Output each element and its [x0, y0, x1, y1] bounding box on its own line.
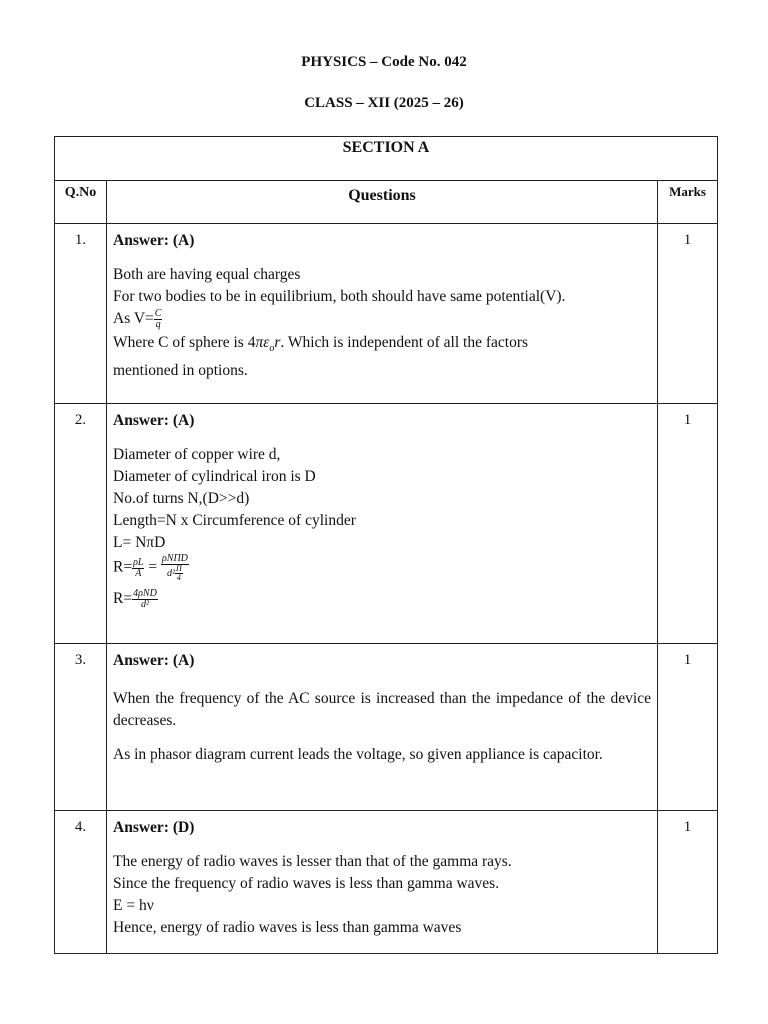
text-line: mentioned in options. [113, 362, 248, 380]
text-line: Both are having equal charges [113, 266, 301, 283]
text-paragraph: When the frequency of the AC source is increased than the impedance of the device decreases. [113, 690, 651, 729]
formula-line [113, 588, 651, 610]
text-paragraph: As in phasor diagram current leads the voltage, so given appliance is capacitor. [113, 746, 603, 763]
question-row-4 [55, 811, 718, 954]
document-title: PHYSICS – Code No. 042 [301, 54, 467, 70]
column-header-marks: Marks [658, 181, 718, 224]
document-subtitle: CLASS – XII (2025 – 26) [304, 95, 464, 111]
text-line: Diameter of cylindrical iron is D [113, 468, 316, 485]
marks-value: 1 [658, 224, 718, 404]
section-title: SECTION A [55, 137, 718, 181]
formula-prefix: R= [113, 590, 133, 607]
marks-value: 1 [658, 404, 718, 644]
formula-line [113, 308, 651, 330]
text-line: Hence, energy of radio waves is less than gamma waves [113, 919, 462, 936]
fraction-denominator: A [135, 567, 142, 579]
answer-label: Answer: (A) [113, 232, 195, 249]
fraction [154, 309, 163, 330]
text-line: No.of turns N,(D>>d) [113, 490, 250, 507]
marks-value: 1 [658, 644, 718, 811]
question-body [107, 224, 658, 404]
fraction-denominator: 4 [176, 573, 181, 582]
text-line: Since the frequency of radio waves is less than gamma waves. [113, 875, 500, 892]
text-line: Diameter of copper wire d, [113, 446, 281, 463]
fraction-numerator: Π [176, 564, 182, 573]
marks-value: 1 [658, 811, 718, 954]
question-body [107, 811, 658, 954]
column-header-qno: Q.No [55, 181, 107, 224]
text-line [113, 332, 651, 360]
formula-prefix: As V= [113, 310, 154, 327]
question-number: 1. [55, 224, 107, 404]
question-row-2 [55, 404, 718, 644]
fraction-numerator: ρL [133, 556, 144, 568]
text-line: The energy of radio waves is lesser than that of the gamma rays. [113, 853, 512, 870]
question-row-3 [55, 644, 718, 811]
fraction [132, 589, 158, 610]
question-number: 2. [55, 404, 107, 644]
text-fragment: . Which is independent of all the factors [280, 334, 529, 351]
column-header-row [55, 181, 718, 224]
text-fragment: Where C of sphere is 4 [113, 334, 256, 351]
question-body [107, 404, 658, 644]
text-line: E = hν [113, 897, 154, 914]
math-symbol: r [274, 334, 281, 351]
text-line: Length=N x Circumference of cylinder [113, 512, 356, 529]
column-header-questions: Questions [107, 181, 658, 224]
text-line: L= NπD [113, 534, 166, 551]
math-subscript: o [269, 343, 275, 355]
fraction [132, 558, 144, 579]
fraction-denominator [161, 565, 189, 582]
math-symbol: πε [255, 334, 270, 351]
formula-line [113, 554, 651, 586]
answer-label: Answer: (A) [113, 412, 195, 429]
answer-label: Answer: (D) [113, 819, 195, 836]
question-row-1 [55, 224, 718, 404]
denominator-term: d² [167, 567, 176, 579]
fraction-denominator: q [155, 318, 161, 330]
fraction-denominator: d² [140, 598, 149, 610]
fraction-numerator: 4ρND [133, 587, 157, 599]
question-number: 4. [55, 811, 107, 954]
text-line: For two bodies to be in equilibrium, both should have same potential(V). [113, 288, 566, 305]
nested-fraction [175, 565, 183, 582]
question-body [107, 644, 658, 811]
answer-table [54, 136, 718, 954]
fraction [161, 554, 189, 582]
fraction-numerator: C [154, 307, 162, 319]
fraction-numerator: ρNΠD [161, 553, 188, 564]
equals-sign: = [148, 558, 158, 576]
formula-prefix: R= [113, 558, 133, 576]
question-number: 3. [55, 644, 107, 811]
answer-label: Answer: (A) [113, 652, 195, 669]
